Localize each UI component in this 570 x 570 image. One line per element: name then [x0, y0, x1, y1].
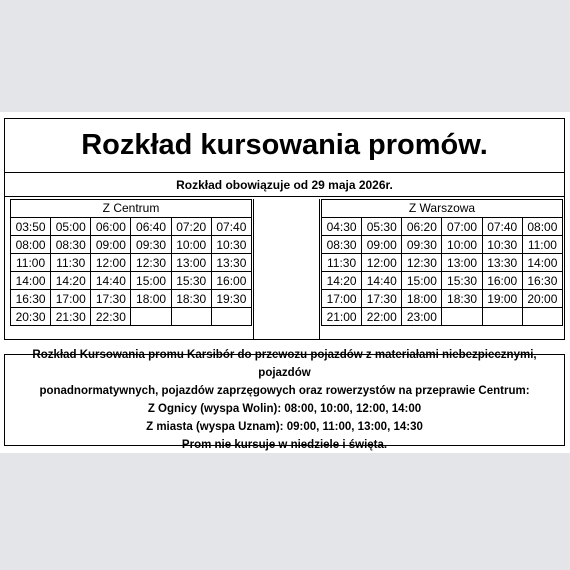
time-cell: 13:30 [482, 254, 522, 272]
column-separator [253, 199, 320, 339]
time-cell: 10:30 [211, 236, 251, 254]
timetable-sheet [0, 112, 570, 453]
table-z-centrum [10, 199, 252, 326]
page-title: Rozkład kursowania promów. [5, 119, 564, 173]
time-cell [171, 308, 211, 326]
table-row [11, 218, 252, 236]
time-cell: 12:00 [362, 254, 402, 272]
time-cell: 11:00 [11, 254, 51, 272]
time-cell [522, 308, 562, 326]
table-row [11, 272, 252, 290]
time-cell: 12:30 [131, 254, 171, 272]
time-cell: 17:00 [322, 290, 362, 308]
time-cell: 06:20 [402, 218, 442, 236]
table-row [322, 308, 563, 326]
time-cell: 22:30 [91, 308, 131, 326]
time-cell: 10:00 [442, 236, 482, 254]
time-cell: 18:30 [442, 290, 482, 308]
time-cell: 13:00 [442, 254, 482, 272]
info-box [4, 349, 565, 451]
table-row [11, 290, 252, 308]
schedule-frame [4, 118, 565, 340]
time-cell: 03:50 [11, 218, 51, 236]
time-cell: 14:20 [322, 272, 362, 290]
time-cell: 11:30 [322, 254, 362, 272]
table-row [322, 236, 563, 254]
time-cell: 16:30 [11, 290, 51, 308]
time-cell: 14:40 [91, 272, 131, 290]
time-cell: 23:00 [402, 308, 442, 326]
table-row [322, 290, 563, 308]
info-line: Z miasta (wyspa Uznam): 09:00, 11:00, 13:00, 14:30 [146, 421, 423, 433]
time-cell: 09:30 [402, 236, 442, 254]
info-line: ponadnormatywnych, pojazdów zaprzęgowych oraz rowerzystów na przeprawie Centrum: [39, 385, 530, 397]
time-cell: 20:30 [11, 308, 51, 326]
time-cell: 07:40 [482, 218, 522, 236]
time-cell: 13:30 [211, 254, 251, 272]
time-cell: 15:30 [171, 272, 211, 290]
time-cell [482, 308, 522, 326]
time-cell: 18:00 [131, 290, 171, 308]
time-cell: 09:00 [362, 236, 402, 254]
time-cell: 09:00 [91, 236, 131, 254]
time-cell: 20:00 [522, 290, 562, 308]
table-row [11, 254, 252, 272]
table-row [11, 308, 252, 326]
time-cell [211, 308, 251, 326]
time-cell: 11:30 [51, 254, 91, 272]
info-line: Rozkład Kursowania promu Karsibór do przewozu pojazdów z materiałami niebezpiecznymi, pojazdów [32, 349, 537, 379]
time-cell [131, 308, 171, 326]
time-cell: 19:30 [211, 290, 251, 308]
time-cell: 16:00 [482, 272, 522, 290]
time-cell: 04:30 [322, 218, 362, 236]
time-cell [442, 308, 482, 326]
time-cell: 05:00 [51, 218, 91, 236]
time-cell: 18:00 [402, 290, 442, 308]
time-cell: 17:30 [91, 290, 131, 308]
time-cell: 15:00 [131, 272, 171, 290]
time-cell: 05:30 [362, 218, 402, 236]
table-row [322, 272, 563, 290]
table-row [11, 236, 252, 254]
time-cell: 17:00 [51, 290, 91, 308]
time-cell: 14:00 [11, 272, 51, 290]
time-cell: 16:00 [211, 272, 251, 290]
time-cell: 06:40 [131, 218, 171, 236]
time-cell: 08:00 [11, 236, 51, 254]
table-header-z-warszowa: Z Warszowa [321, 199, 563, 217]
time-cell: 15:00 [402, 272, 442, 290]
time-cell: 14:00 [522, 254, 562, 272]
time-cell: 07:40 [211, 218, 251, 236]
info-line: Prom nie kursuje w niedziele i święta. [181, 439, 388, 451]
time-cell: 22:00 [362, 308, 402, 326]
table-z-warszowa [321, 199, 563, 326]
time-cell: 08:30 [322, 236, 362, 254]
time-cell: 14:40 [362, 272, 402, 290]
times-grid-z-warszowa [321, 217, 563, 326]
table-row [322, 254, 563, 272]
time-cell: 16:30 [522, 272, 562, 290]
time-cell: 10:30 [482, 236, 522, 254]
time-cell: 12:30 [402, 254, 442, 272]
time-cell: 09:30 [131, 236, 171, 254]
time-cell: 08:30 [51, 236, 91, 254]
table-row [322, 218, 563, 236]
time-cell: 06:00 [91, 218, 131, 236]
times-grid-z-centrum [10, 217, 252, 326]
info-line: Z Ognicy (wyspa Wolin): 08:00, 10:00, 12:00, 14:00 [147, 403, 422, 415]
table-header-z-centrum: Z Centrum [10, 199, 252, 217]
time-cell: 07:00 [442, 218, 482, 236]
time-cell: 14:20 [51, 272, 91, 290]
time-cell: 07:20 [171, 218, 211, 236]
time-cell: 21:30 [51, 308, 91, 326]
time-cell: 10:00 [171, 236, 211, 254]
time-cell: 13:00 [171, 254, 211, 272]
time-cell: 19:00 [482, 290, 522, 308]
time-cell: 08:00 [522, 218, 562, 236]
time-cell: 21:00 [322, 308, 362, 326]
time-cell: 17:30 [362, 290, 402, 308]
time-cell: 15:30 [442, 272, 482, 290]
valid-from-text: Rozkład obowiązuje od 29 maja 2026r. [5, 173, 564, 197]
time-cell: 11:00 [522, 236, 562, 254]
time-cell: 18:30 [171, 290, 211, 308]
time-cell: 12:00 [91, 254, 131, 272]
